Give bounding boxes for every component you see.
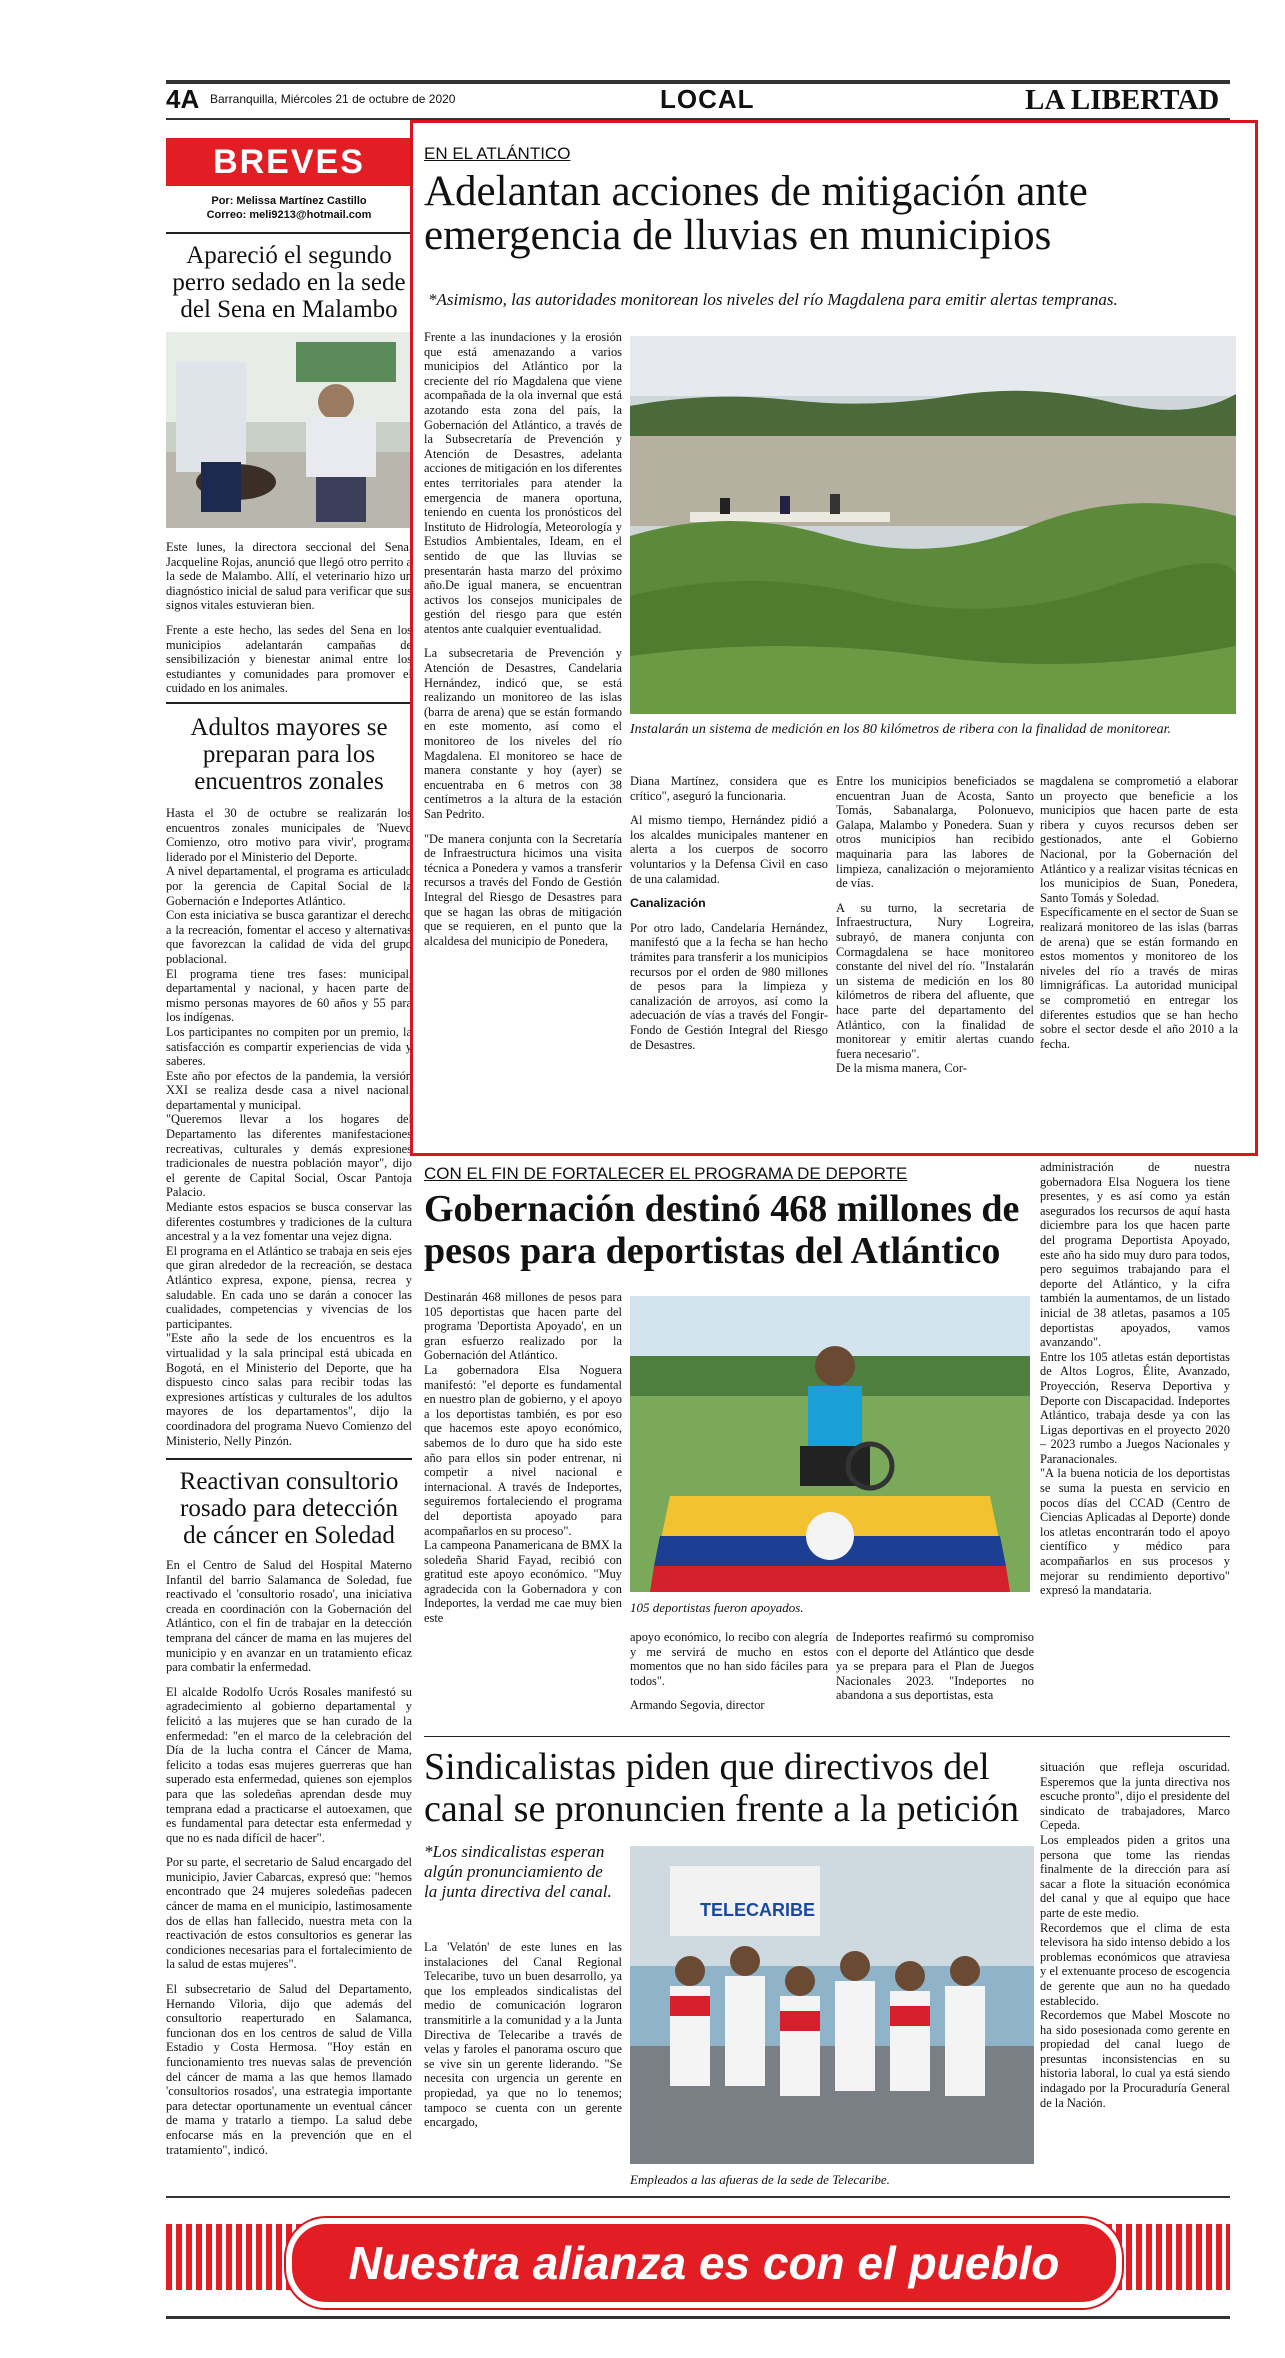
paragraph: Al mismo tiempo, Hernández pidió a los alcaldes municipales mantener en alerta a los cuerpos de socorro voluntarios y la Defensa Civil en caso de una calamidad. <box>630 813 828 886</box>
sports-col3 <box>836 1630 1034 1713</box>
paragraph: Los empleados piden a gritos una persona que tome las riendas finalmente de la dirección para así sacar a flote la situación económica del canal y que al equipo que hace parte de este medio. <box>1040 1832 1230 1920</box>
paragraph: magdalena se comprometió a elaborar un proyecto que beneficie a los municipios que hacen parte de esta ribera y cuyos recursos deben ser gestionados, ante el Gobierno Nacional, por la Gobernación del Atlántico y a realizar visitas técnicas en los municipios de Suan, Ponedera, Santo Tomás y Soledad. <box>1040 774 1238 905</box>
brief2-body <box>166 806 412 1448</box>
paragraph: Por su parte, el secretario de Salud encargado del municipio, Javier Cabarcas, expresó que: "hemos encontrado que 24 mujeres soledeñas padecen cáncer de mama en el municipio, lastimosamente dos de ellas han fallecido, nuestra meta con la reactivación de estos consultorios es generar las condiciones necesarias para el fortalecimiento de la salud de estas mujeres". <box>166 1855 412 1972</box>
section-name: LOCAL <box>660 84 755 114</box>
main-col2 <box>630 774 828 1062</box>
paragraph: A su turno, la secretaria de Infraestructura, Nury Logreira, subrayó, de manera conjunta con Cormagdalena se hace monitoreo constante del nivel del río. "Instalarán un sistema de medición en los 80 kilómetros de ribera del afluente, que hace parte del departamento del Atlántico, con la finalidad de monitorear y emitir alertas cuando fuera necesario". <box>836 900 1034 1061</box>
brief2-title: Adultos mayores se preparan para los encuentros zonales <box>190 714 388 795</box>
paragraph: "De manera conjunta con la Secretaría de Infraestructura hicimos una visita técnica a Ponedera y vamos a transferir recursos a través del Fondo de Gestión Integral del Riesgo de Desastres para que se hagan las obras de mitigación que se requieren, en el punto que la alcaldesa del municipio de Ponedera, <box>424 831 622 948</box>
river-photo <box>630 336 1236 714</box>
paragraph: El alcalde Rodolfo Ucrós Rosales manifestó su agradecimiento al gobierno departamental y felicitó a las mujeres que se han curado de la enfermedad: "en el marco de la celebración del Día de la lucha contra el Cáncer de Mama, felicito a todas esas mujeres guerreras que han superado esta enfermedad, quienes son ejemplos para que las soledeñas aprendan desde muy temprana edad a practicarse el autoexamen, que es fundamental para detectar esta enfermedad y que no es nada difícil de hacer". <box>166 1684 412 1845</box>
breves-label: BREVES <box>166 138 412 186</box>
banner-top-rule <box>166 2196 1230 2198</box>
paragraph: Mediante estos espacios se busca conservar las diferentes costumbres y tradiciones de la cultura ancestral y a la vez fomentar una vejez digna. <box>166 1200 412 1244</box>
dog-photo <box>166 332 412 528</box>
divider <box>166 702 412 704</box>
main-headline: Adelantan acciones de mitigación ante emergencia de lluvias en municipios <box>424 168 1088 259</box>
river-photo-caption: Instalarán un sistema de medición en los 80 kilómetros de ribera con la finalidad de monitorear. <box>630 722 1172 737</box>
paragraph: Frente a este hecho, las sedes del Sena en los municipios adelantarán campañas de sensibilización y bienestar animal entre los estudiantes y comunidades para promover el cuidado en los animales. <box>166 622 412 696</box>
paragraph: Este lunes, la directora seccional del Sena, Jacqueline Rojas, anunció que llegó otro perrito a la sede de Malambo. Allí, el veterinario hizo un diagnóstico inicial de salud para verificar que sus signos vitales estuvieran bien. <box>166 540 412 613</box>
athlete-photo <box>630 1296 1030 1592</box>
paragraph: Recordemos que Mabel Moscote no ha sido posesionada como gerente en propiedad del canal luego de presuntas inconsistencias en su historia laboral, lo cual ya está siendo indagado por la Procuraduría General de la Nación. <box>1040 2008 1230 2110</box>
paragraph: Entre los 105 atletas están deportistas de Altos Logros, Élite, Avanzado, Proyección, Reserva Deportiva y Deporte con Discapacidad. Indeportes Atlántico, trabaja desde ya con las Ligas deportivas en el proyecto 2020 – 2023 rumbo a Juegos Nacionales y Paranacionales. <box>1040 1349 1230 1466</box>
paragraph: situación que refleja oscuridad. Esperemos que la junta directiva nos escuche pronto", dijo el presidente del sindicato de trabajadores, Marco Cepeda. <box>1040 1760 1230 1833</box>
paragraph: El programa tiene tres fases: municipal, departamental y nacional, y hacen parte del mismo personas mayores de 60 años y 55 para los indígenas. <box>166 966 412 1025</box>
author-email: Correo: meli9213@hotmail.com <box>206 209 372 221</box>
dateline: Barranquilla, Miércoles 21 de octubre de 2020 <box>210 92 456 106</box>
paragraph: La 'Velatón' de este lunes en las instalaciones del Canal Regional Telecaribe, tuvo un buen desarrollo, ya que los empleados sindicalistas del medio de comunicación lograron transmitirle a la comunidad y a la Junta Directiva de Telecaribe a través de velas y faroles el panorama oscuro que se vive sin un gerente liderando. "Se necesita con urgencia un gerente en propiedad, ya que no lo tenemos; tampoco se cuenta con un gerente encargado, <box>424 1940 622 2130</box>
paragraph: Frente a las inundaciones y la erosión que está amenazando a varios municipios del Atlántico por la creciente del río Magdalena que viene acompañada de la ola invernal que está azotando esta zona del país, la Gobernación del Atlántico, a través de la Subsecretaría de Prevención y Atención de Desastres, adelanta acciones de mitigación en los diferentes entes territoriales para atender la emergencia de manera oportuna, teniendo en cuenta los pronósticos del Instituto de Hidrología, Meteorología y Estudios Ambientales, Ideam, en el sentido de que las lluvias se presentarán hasta marzo del próximo año.De igual manera, se encuentran activos los consejos municipales de gestión del riesgo para que estén atentos ante cualquier eventualidad. <box>424 330 622 636</box>
divider <box>166 1458 412 1460</box>
sports-headline: Gobernación destinó 468 millones de pesos para deportistas del Atlántico <box>424 1188 1020 1272</box>
paragraph: Con esta iniciativa se busca garantizar el derecho a la recreación, fomentar el acceso y alternativas que favorezcan la calidad de vida del grupo poblacional. <box>166 908 412 966</box>
brief3-title: Reactivan consultorio rosado para detección de cáncer en Soledad <box>179 1468 399 1549</box>
sports-kicker: CON EL FIN DE FORTALECER EL PROGRAMA DE DEPORTE <box>424 1164 908 1183</box>
brief1-body <box>166 540 412 706</box>
paragraph: administración de nuestra gobernadora Elsa Noguera los tiene presentes, y es así como ya están asegurados los recursos de aquí hasta diciembre para los que hacen parte del programa Deportista Apoyado, este año ha sido muy duro para todos, pero seguimos trabajando para el deporte del Atlántico, y la cifra también la aumentamos, de un listado inicial de 38 atletas, pasamos a 105 deportistas apoyados, vamos avanzando". <box>1040 1160 1230 1350</box>
protest-photo <box>630 1846 1034 2164</box>
paragraph: La subsecretaria de Prevención y Atención de Desastres, Candelaria Hernández, indicó que, se está realizando un monitoreo de las islas (barra de arena) que se están formando en este momento, así como el monitoreo de los niveles del río Magdalena. El monitoreo se hace de manera constante y hoy (ayer) se encuentraba en 6 metros con 38 centímetros a la altura de la estación San Pedrito. <box>424 646 622 821</box>
paragraph: apoyo económico, lo recibo con alegría y me servirá de mucho en estos momentos que no han sido fáciles para todos". <box>630 1630 828 1688</box>
athlete-photo-caption: 105 deportistas fueron apoyados. <box>630 1600 804 1615</box>
divider <box>166 232 412 234</box>
brief3-body <box>166 1558 412 2167</box>
main-subtitle: *Asimismo, las autoridades monitorean los niveles del río Magdalena para emitir alertas tempranas. <box>428 290 1118 309</box>
paragraph: "Este año la sede de los encuentros es la virtualidad y la sala principal está ubicada en Bogotá, en el Ministerio del Deporte, que ha dispuesto cinco salas para recibir todas las expresiones artísticas y culturales de los adultos mayores de los departamentos", dijo la coordinadora del programa Nuevo Comienzo del Ministerio, Nelly Pinzón. <box>166 1331 412 1448</box>
banner-pill <box>286 2218 1122 2308</box>
paragraph: "Queremos llevar a los hogares del Departamento las diferentes manifestaciones recreativas, culturales y demás expresiones tradicionales de nuestra población mayor", dijo el gerente de Capital Social, Oscar Pantoja Palacio. <box>166 1112 412 1200</box>
page-number: 4A <box>166 84 200 114</box>
paragraph: de Indeportes reafirmó su compromiso con el deporte del Atlántico que desde ya se prepara para el Plan de Juegos Nacionales 2023. "Indeportes no abandona a sus deportistas, esta <box>836 1630 1034 1703</box>
union-col2 <box>1040 1760 1230 2110</box>
author: Por: Melissa Martínez Castillo <box>211 195 367 207</box>
paragraph: La campeona Panamericana de BMX la soledeña Sharid Fayad, recibió con gratitud este apoyo económico. "Muy agradecida con la Gobernadora y con Indeportes, la verdad me cae muy bien este <box>424 1538 622 1626</box>
sports-col2 <box>630 1630 828 1723</box>
main-col4 <box>1040 774 1238 1061</box>
paragraph: La gobernadora Elsa Noguera manifestó: "el deporte es fundamental en nuestro plan de gobierno, y el apoyo a los deportistas también, es por eso que hacemos este apoyo económico, sabemos de lo duro que ha sido este año para ellos sin poder entrenar, ni competir a nivel nacional e internacional. A través de Indeportes, seguiremos fortaleciendo el programa del deportista apoyado para acompañarlos en su proceso". <box>424 1362 622 1538</box>
breves-byline <box>166 194 412 222</box>
telecaribe-sign-text: TELECARIBE <box>700 1900 816 1920</box>
sports-col1 <box>424 1290 622 1626</box>
paragraph: Recordemos que el clima de esta televisora ha sido intenso debido a los problemas económicos que atraviesa y el extenuante proceso de escogencia de gerente que aun no ha quedado establecido. <box>1040 1920 1230 2008</box>
ad-banner <box>166 2210 1230 2306</box>
protest-photo-caption: Empleados a las afueras de la sede de Telecaribe. <box>630 2172 890 2187</box>
paragraph: Específicamente en el sector de Suan se realizará monitoreo de las islas (barras de arena) que se están formando en estos momentos y monitoreo de los niveles del río a través de miras limnigráficas. La autoridad municipal se comprometió en entregar los diferentes estudios que se han hecho sobre el sector desde el año 2010 a la fecha. <box>1040 905 1238 1051</box>
newspaper-logo: LA LIBERTAD <box>1025 84 1220 116</box>
divider <box>424 1736 1230 1737</box>
subheading: Canalización <box>630 896 706 911</box>
paragraph: A nivel departamental, el programa es articulado por la gerencia de Capital Social de la Gobernación e Indeportes Atlántico. <box>166 864 412 908</box>
paragraph: Los participantes no compiten por un premio, la satisfacción es compartir experiencias de vida y saberes. <box>166 1024 412 1069</box>
brief1-title: Apareció el segundo perro sedado en la sede del Sena en Malambo <box>172 242 406 323</box>
bottom-rule <box>166 2316 1230 2319</box>
paragraph: Destinarán 468 millones de pesos para 105 deportistas que hacen parte del programa 'Deportista Apoyado', en un gran esfuerzo realizado por la Gobernación del Atlántico. <box>424 1290 622 1363</box>
main-kicker: EN EL ATLÁNTICO <box>424 144 571 163</box>
paragraph: "A la buena noticia de los deportistas se suma la puesta en servicio en pocos días del CCAD (Centro de Ciencias Aplicadas al Deporte) donde los atletas encontrarán todo el apoyo científico y médico para acompañarlos en sus procesos y mejorar su rendimiento deportivo" expresó la mandataria. <box>1040 1466 1230 1598</box>
paragraph: Por otro lado, Candelaria Hernández, manifestó que a la fecha se han hecho trámites para transferir a los municipios recursos por el orden de 980 millones de pesos para la limpieza y canalización de arroyos, así como la adecuación de vías a través del Fongir- Fondo de Gestión Integral del Riesgo de Desastres. <box>630 920 828 1052</box>
union-col1 <box>424 1940 622 2140</box>
main-col1 <box>424 330 622 958</box>
union-subtitle: *Los sindicalistas esperan algún pronunciamiento de la junta directiva del canal. <box>424 1842 612 1901</box>
paragraph: Armando Segovia, director <box>630 1698 765 1713</box>
paragraph: Entre los municipios beneficiados se encuentran Juan de Acosta, Santo Tomás, Sabanalarga, Polonuevo, Galapa, Malambo y Ponedera. Suan y otros municipios han recibido maquinaria para las labores de limpieza, canalización o mejoramiento de vías. <box>836 774 1034 891</box>
sports-col4 <box>1040 1160 1230 1598</box>
banner-slogan: Nuestra alianza es con el pueblo <box>348 2237 1060 2289</box>
paragraph: De la misma manera, Cor- <box>836 1061 967 1076</box>
paragraph: El programa en el Atlántico se trabaja en seis ejes que giran alrededor de la recreación, se destaca Atlántico expresa, expone, piensa, recrea y saludable. En cada uno se darán a conocer las cualidades, competencias y vivencias de los participantes. <box>166 1243 412 1331</box>
paragraph: Diana Martínez, considera que es crítico", aseguró la funcionaria. <box>630 774 828 803</box>
paragraph: Hasta el 30 de octubre se realizarán los encuentros zonales municipales de 'Nuevo Comienzo, otro motivo para vivir', programa liderado por el Ministerio del Deporte. <box>166 806 412 864</box>
paragraph: El subsecretario de Salud del Departamento, Hernando Viloria, dijo que además del consultorio reaperturado en Salamanca, funcionan dos en los centros de salud de Villa Estadio y Costa Hermosa. "Hoy están en funcionamiento tres nuevas salas de prevención del cáncer de mama a las que hemos llamado 'consultorios rosados', una estrategia importante para detectar oportunamente un eventual cáncer de mama y tratarlo a tiempo. La salud debe enfocarse más en la prevención que en el tratamiento", indicó. <box>166 1982 412 2157</box>
paragraph: En el Centro de Salud del Hospital Materno Infantil del barrio Salamanca de Soledad, fue reactivado el 'consultorio rosado', una iniciativa creada en coordinación con la Gobernación del Atlántico, con el fin de trabajar en la detección temprana del cáncer de mama en las mujeres del municipio y en avanzar en un tratamiento eficaz para combatir la enfermedad. <box>166 1558 412 1675</box>
paragraph: Este año por efectos de la pandemia, la versión XXI se realiza desde casa a nivel nacional, departamental y municipal. <box>166 1068 412 1112</box>
main-col3 <box>836 774 1034 1086</box>
union-headline: Sindicalistas piden que directivos del canal se pronuncien frente a la petición <box>424 1746 1020 1830</box>
